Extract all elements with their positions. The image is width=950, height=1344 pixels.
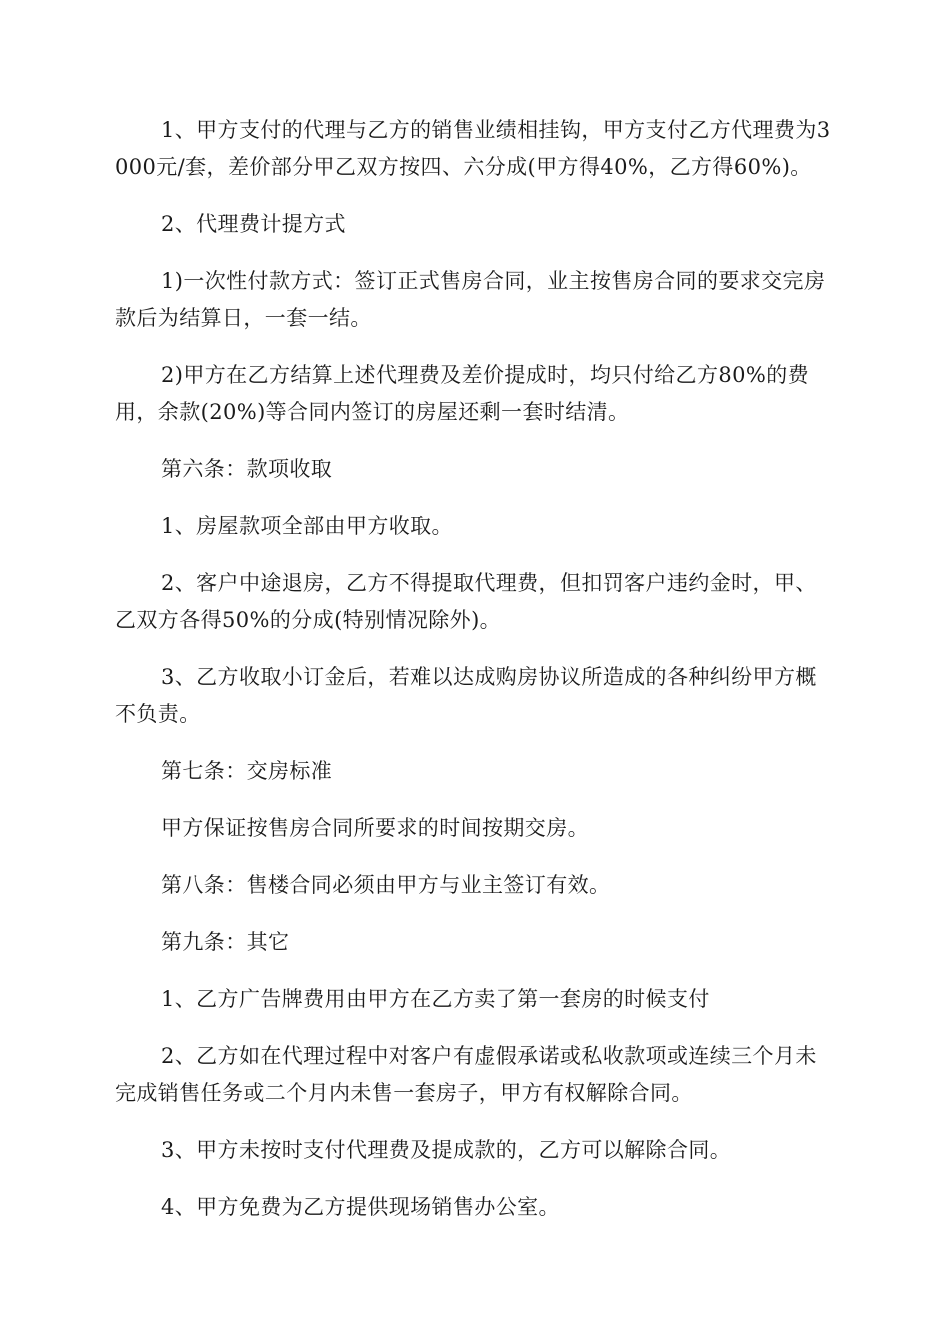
clause-billboard-fee: 1、乙方广告牌费用由甲方在乙方卖了第一套房的时候支付 (161, 987, 710, 1011)
clause-refund: 2、客户中途退房，乙方不得提取代理费，但扣罚客户违约金时，甲、乙双方各得50%的分成(特别情况除外)。 (115, 571, 817, 632)
clause-settlement-ratio: 2)甲方在乙方结算上述代理费及差价提成时，均只付给乙方80%的费用，余款(20%)等合同内签订的房屋还剩一套时结清。 (115, 363, 810, 424)
clause-sales-office: 4、甲方免费为乙方提供现场销售办公室。 (161, 1195, 560, 1219)
clause-deposit-disputes: 3、乙方收取小订金后，若难以达成购房协议所造成的各种纠纷甲方概不负责。 (115, 665, 817, 726)
clause-delivery-guarantee: 甲方保证按售房合同所要求的时间按期交房。 (161, 816, 589, 840)
clause-lump-sum-payment: 1)一次性付款方式：签订正式售房合同，业主按售房合同的要求交完房款后为结算日，一套一结。 (115, 269, 826, 330)
clause-termination-by-party-b: 3、甲方未按时支付代理费及提成款的，乙方可以解除合同。 (161, 1138, 732, 1162)
article-9-heading: 第九条：其它 (161, 930, 290, 954)
clause-termination-by-party-a: 2、乙方如在代理过程中对客户有虚假承诺或私收款项或连续三个月未完成销售任务或二个月内未售一套房子，甲方有权解除合同。 (115, 1044, 817, 1105)
article-7-heading: 第七条：交房标准 (161, 759, 333, 783)
article-8: 第八条：售楼合同必须由甲方与业主签订有效。 (161, 873, 611, 897)
clause-fee-linkage: 1、甲方支付的代理与乙方的销售业绩相挂钩，甲方支付乙方代理费为3000元/套，差价部分甲乙双方按四、六分成(甲方得40%，乙方得60%)。 (115, 118, 831, 179)
document-body (115, 112, 835, 1246)
article-6-heading: 第六条：款项收取 (161, 457, 333, 481)
clause-fee-method-heading: 2、代理费计提方式 (161, 212, 346, 236)
clause-payment-collection: 1、房屋款项全部由甲方收取。 (161, 514, 453, 538)
